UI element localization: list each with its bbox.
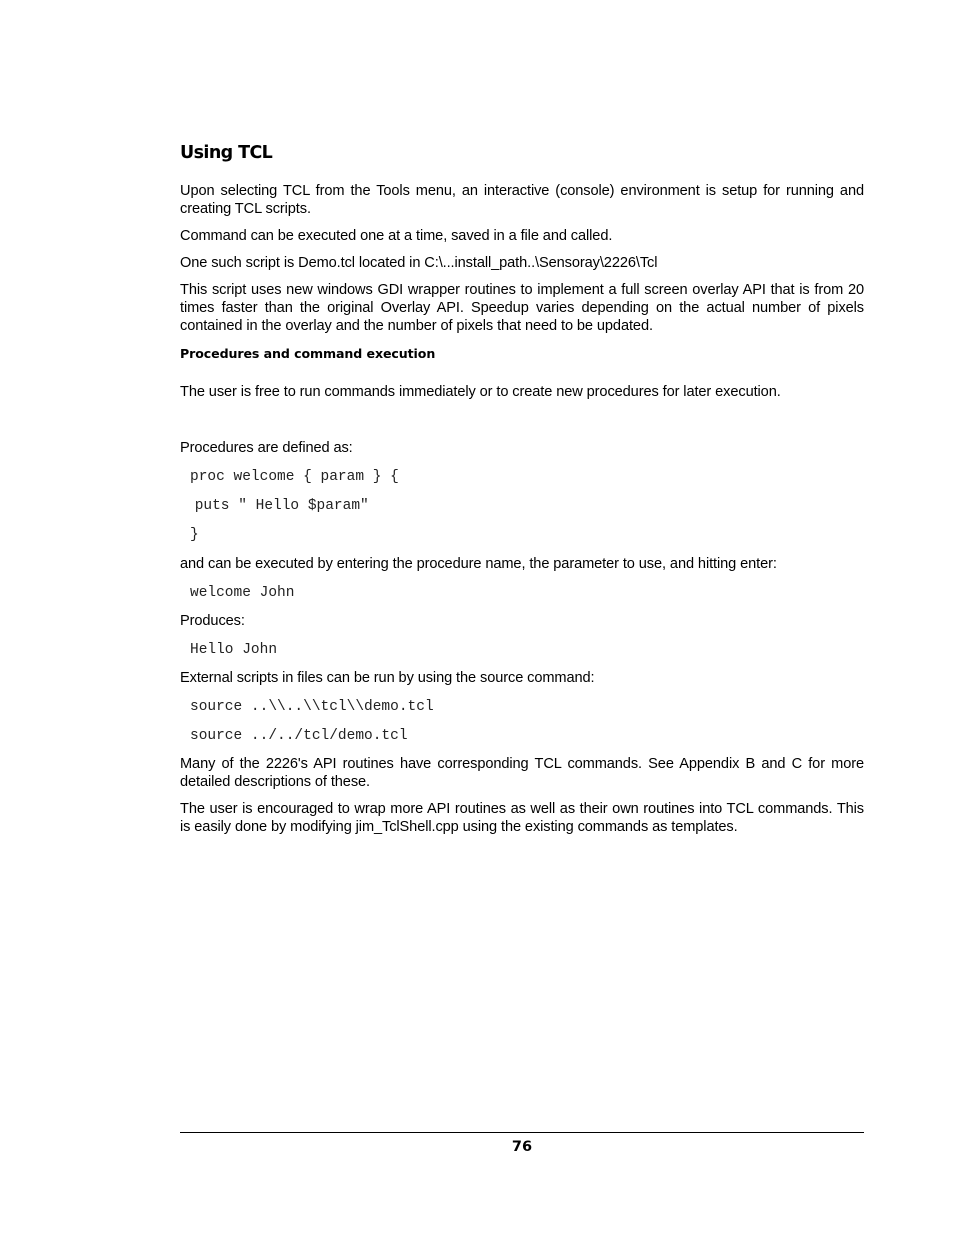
paragraph-api-routines: Many of the 2226's API routines have corresponding TCL commands. See Appendix B and C for more detailed descriptions of these. — [180, 756, 864, 790]
paragraph-produces: Produces: — [180, 613, 245, 629]
paragraph-demo-script-path: One such script is Demo.tcl located in C:\...install_path..\Sensoray\2226\Tcl — [180, 255, 658, 271]
code-line-proc: proc welcome { param } { — [190, 469, 399, 485]
page-number: 76 — [511, 1139, 533, 1155]
code-line-source-windows: source ..\\..\\tcl\\demo.tcl — [190, 699, 434, 715]
paragraph-tools-menu: Upon selecting TCL from the Tools menu, an interactive (console) environment is setup for running and creating TCL scripts. — [180, 183, 864, 217]
paragraph-overlay-api: This script uses new windows GDI wrapper routines to implement a full screen overlay API that is from 20 times faster than the original Overlay API. Speedup varies depending on the actual number of pixels contained in the overlay and the number of pixels that need to be updated. — [180, 282, 864, 334]
document-page — [180, 0, 864, 1235]
footer-divider — [180, 1132, 864, 1133]
paragraph-defined-as: Procedures are defined as: — [180, 440, 353, 456]
paragraph-execute: and can be executed by entering the procedure name, the parameter to use, and hitting enter: — [180, 556, 777, 572]
section-title: Using TCL — [180, 143, 273, 163]
code-line-close-brace: } — [190, 527, 199, 543]
code-line-puts: puts " Hello $param" — [186, 498, 369, 514]
paragraph-command-execution: Command can be executed one at a time, saved in a file and called. — [180, 228, 613, 244]
subsection-title: Procedures and command execution — [180, 346, 436, 361]
paragraph-wrap-routines: The user is encouraged to wrap more API routines as well as their own routines into TCL commands. This is easily done by modifying jim_TclShell.cpp using the existing commands as templates. — [180, 801, 864, 835]
code-line-source-unix: source ../../tcl/demo.tcl — [190, 728, 408, 744]
code-line-hello-john: Hello John — [190, 642, 278, 658]
code-line-welcome-john: welcome John — [190, 585, 295, 601]
paragraph-external-scripts: External scripts in files can be run by using the source command: — [180, 670, 595, 686]
paragraph-procedures-intro: The user is free to run commands immediately or to create new procedures for later execution. — [180, 384, 781, 400]
